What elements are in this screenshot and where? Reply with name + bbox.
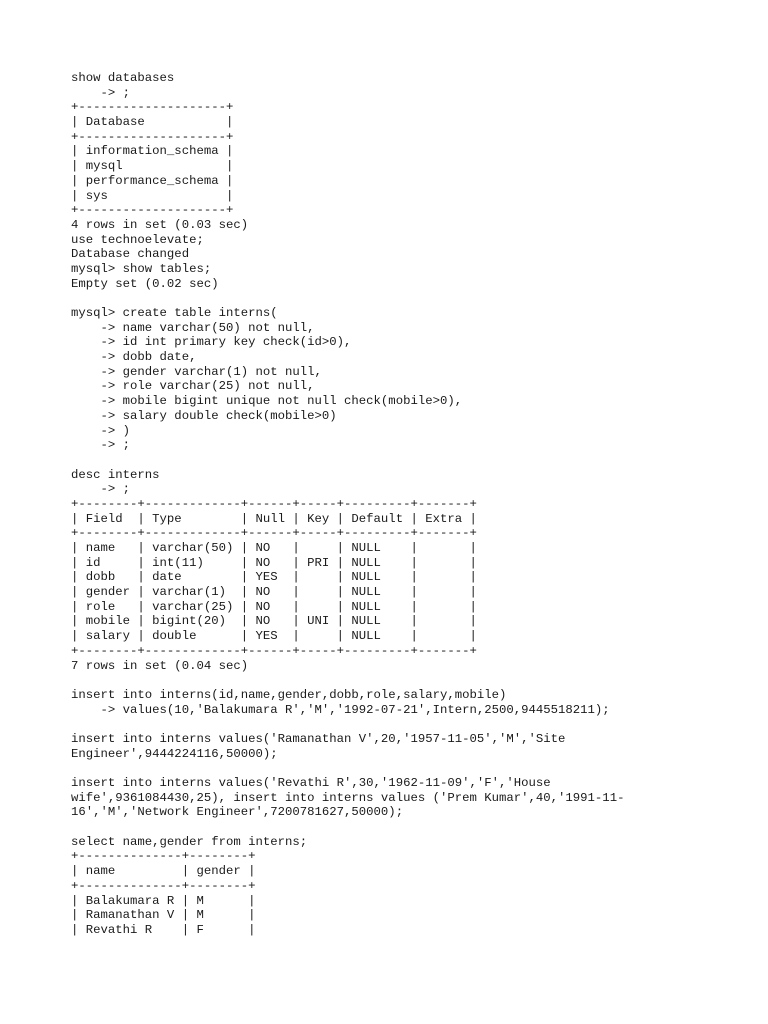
transcript-line: | Ramanathan V | M | bbox=[71, 908, 256, 923]
transcript-line bbox=[71, 453, 751, 468]
transcript-line: -> ; bbox=[71, 85, 131, 100]
transcript-line: use technoelevate; bbox=[71, 232, 204, 247]
transcript-line bbox=[71, 761, 751, 776]
transcript-line: | sys | bbox=[71, 188, 234, 203]
transcript-line: | mysql | bbox=[71, 159, 234, 174]
transcript-line: | Balakumara R | M | bbox=[71, 893, 256, 908]
transcript-line: +--------------------+ bbox=[71, 100, 234, 115]
transcript-line bbox=[71, 291, 751, 306]
transcript-line: -> gender varchar(1) not null, bbox=[71, 364, 322, 379]
transcript-line: +--------------------+ bbox=[71, 203, 234, 218]
transcript-line: Engineer',9444224116,50000); bbox=[71, 746, 278, 761]
transcript-line bbox=[71, 673, 751, 688]
transcript-line: 7 rows in set (0.04 sec) bbox=[71, 658, 249, 673]
transcript-line: | performance_schema | bbox=[71, 173, 234, 188]
transcript-line: -> name varchar(50) not null, bbox=[71, 320, 315, 335]
transcript-line: -> values(10,'Balakumara R','M','1992-07-21',Intern,2500,9445518211); bbox=[71, 702, 610, 717]
transcript-line: -> dobb date, bbox=[71, 350, 197, 365]
transcript-line: +--------+-------------+------+-----+---------+-------+ bbox=[71, 526, 477, 541]
transcript-line: mysql> create table interns( bbox=[71, 306, 278, 320]
transcript-line: | salary | double | YES | | NULL | | bbox=[71, 629, 477, 644]
transcript-line: | role | varchar(25) | NO | | NULL | | bbox=[71, 599, 477, 614]
transcript-line: -> id int primary key check(id>0), bbox=[71, 335, 352, 350]
transcript-line: | Database | bbox=[71, 115, 234, 130]
transcript-line: +--------------+--------+ bbox=[71, 878, 256, 893]
transcript-line: insert into interns(id,name,gender,dobb,role,salary,mobile) bbox=[71, 687, 507, 702]
transcript-line: 4 rows in set (0.03 sec) bbox=[71, 217, 249, 232]
transcript-line: +--------------------+ bbox=[71, 129, 234, 144]
transcript-line: show databases bbox=[71, 71, 175, 85]
transcript-line: -> ) bbox=[71, 423, 131, 438]
transcript-line bbox=[71, 820, 751, 835]
transcript-line: -> ; bbox=[71, 438, 131, 453]
transcript-line: wife',9361084430,25), insert into interns values ('Prem Kumar',40,'1991-11- bbox=[71, 790, 625, 805]
transcript-line: | information_schema | bbox=[71, 144, 234, 159]
transcript-line bbox=[71, 717, 751, 732]
transcript-line: -> ; bbox=[71, 482, 131, 497]
transcript-line: +--------------+--------+ bbox=[71, 849, 256, 864]
transcript-line: | mobile | bigint(20) | NO | UNI | NULL | | bbox=[71, 614, 477, 629]
transcript-line: -> salary double check(mobile>0) bbox=[71, 408, 337, 423]
transcript-line: desc interns bbox=[71, 467, 160, 482]
transcript-line: -> role varchar(25) not null, bbox=[71, 379, 315, 394]
transcript-line: | id | int(11) | NO | PRI | NULL | | bbox=[71, 555, 477, 570]
transcript-line: insert into interns values('Revathi R',30,'1962-11-09','F','House bbox=[71, 776, 551, 790]
transcript-line: | Revathi R | F | bbox=[71, 922, 256, 937]
transcript-line: +--------+-------------+------+-----+---------+-------+ bbox=[71, 496, 477, 511]
transcript-line: insert into interns values('Ramanathan V',20,'1957-11-05','M','Site bbox=[71, 731, 566, 746]
transcript-line: select name,gender from interns; bbox=[71, 834, 308, 849]
transcript-line: | dobb | date | YES | | NULL | | bbox=[71, 570, 477, 585]
transcript-line: | name | gender | bbox=[71, 864, 256, 879]
transcript-line: | gender | varchar(1) | NO | | NULL | | bbox=[71, 585, 477, 600]
transcript-line: | name | varchar(50) | NO | | NULL | | bbox=[71, 541, 477, 555]
terminal-transcript bbox=[71, 71, 751, 938]
transcript-line: -> mobile bigint unique not null check(mobile>0), bbox=[71, 394, 463, 409]
transcript-line: Empty set (0.02 sec) bbox=[71, 276, 219, 291]
transcript-line: Database changed bbox=[71, 247, 190, 262]
transcript-line: | Field | Type | Null | Key | Default | Extra | bbox=[71, 511, 477, 526]
transcript-line: mysql> show tables; bbox=[71, 261, 212, 276]
transcript-line: +--------+-------------+------+-----+---------+-------+ bbox=[71, 643, 477, 658]
transcript-line: 16','M','Network Engineer',7200781627,50000); bbox=[71, 805, 404, 820]
